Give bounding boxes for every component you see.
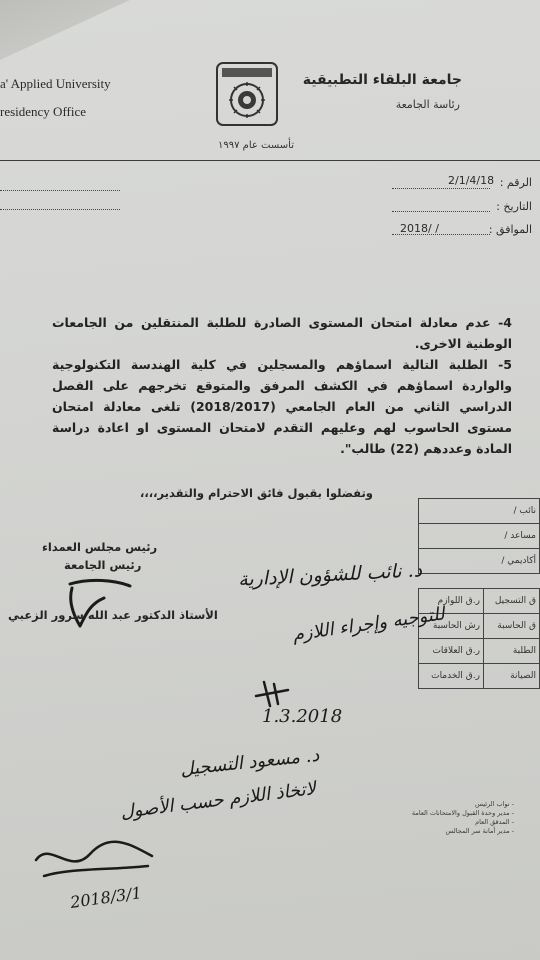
handwritten-note-3: د. مسعود التسجيل	[179, 744, 321, 781]
paragraph-item-5: 5- الطلبة التالية اسماؤهم والمسجلين في كلية الهندسة التكنولوجية والواردة اسماؤهم في الكشف المرفق والمتوقع تخرجهم على الفصل الدراسي الثاني من العام الجامعي (2018/2017) تلغى معادلة امتحان مستوى الحاسوب لهم وعليهم التقدم لامتحان المستوى او اعادة دراسة المادة وعددهم (22) طالب".	[52, 357, 512, 456]
routing-row-label: أكاديمي /	[419, 549, 540, 574]
office-name-en: residency Office	[0, 104, 87, 119]
reference-line	[392, 188, 490, 189]
university-name-en: a' Applied University	[0, 76, 111, 91]
corresponding-label: الموافق :	[488, 223, 532, 236]
routing-cell: ق الحاسبة	[483, 614, 539, 639]
handwritten-date-2: 2018/3/1	[69, 883, 143, 912]
office-name-ar: رئاسة الجامعة	[395, 98, 460, 111]
paragraph-item-4: 4- عدم معادلة امتحان المستوى الصادرة للطلبة المنتقلين من الجامعات الوطنية الاخرى.	[52, 315, 512, 351]
header-divider	[0, 160, 540, 161]
routing-cell: ق التسجيل	[483, 589, 539, 614]
left-dotted-1	[0, 190, 120, 191]
distribution-list	[374, 800, 514, 836]
handwritten-initial-mark	[252, 678, 292, 708]
left-dotted-2	[0, 209, 120, 210]
routing-row-label: نائب /	[419, 499, 540, 524]
routing-cell: رش الحاسبة	[419, 614, 484, 639]
handwritten-note-2: للتوجيه وإجراء اللازم	[291, 603, 446, 646]
routing-row-label: مساعد /	[419, 524, 540, 549]
signature-president-title: رئيس الجامعة	[64, 558, 142, 572]
routing-cell: الطلبة	[483, 639, 539, 664]
distribution-item: - مدير وحدة القبول والامتحانات العامة	[411, 809, 514, 817]
corresponding-value: 2018/ /	[400, 222, 439, 235]
routing-header-table	[418, 498, 540, 574]
closing-line: وتفضلوا بقبول فائق الاحترام والتقدير،،،،	[140, 486, 373, 500]
distribution-item: - نواب الرئيس	[475, 800, 514, 808]
routing-cell: ر.ق اللوازم	[419, 589, 484, 614]
founded-year: تأسست عام ١٩٩٧	[218, 140, 294, 151]
handwritten-date: 1.3.2018	[262, 706, 343, 727]
routing-cell: ر.ق العلاقات	[419, 639, 484, 664]
distribution-item: - المدقق العام	[475, 818, 514, 826]
routing-grid-table	[418, 588, 540, 689]
date-line	[392, 211, 490, 212]
signature-council-title: رئيس مجلس العمداء	[42, 540, 158, 554]
date-label: التاريخ :	[496, 200, 532, 213]
routing-cell: ر.ق الخدمات	[419, 664, 484, 689]
handwritten-signature	[30, 830, 160, 890]
university-name-ar: جامعة البلقاء التطبيقية	[302, 72, 462, 88]
handwritten-note-4: لاتخاذ اللازم حسب الأصول	[119, 778, 317, 823]
signatory-name: الأستاذ الدكتور عبد الله سرور الزعبي	[8, 608, 218, 622]
handwritten-note-1: د. نائب للشؤون الإدارية	[237, 559, 423, 591]
president-signature-mark	[60, 574, 140, 634]
university-logo	[216, 62, 278, 126]
reference-label: الرقم :	[499, 176, 532, 189]
reference-value: 2/1/4/18	[448, 174, 495, 187]
routing-cell: الصيانة	[483, 664, 539, 689]
distribution-item: - مدير أمانة سر المجالس	[445, 827, 514, 835]
